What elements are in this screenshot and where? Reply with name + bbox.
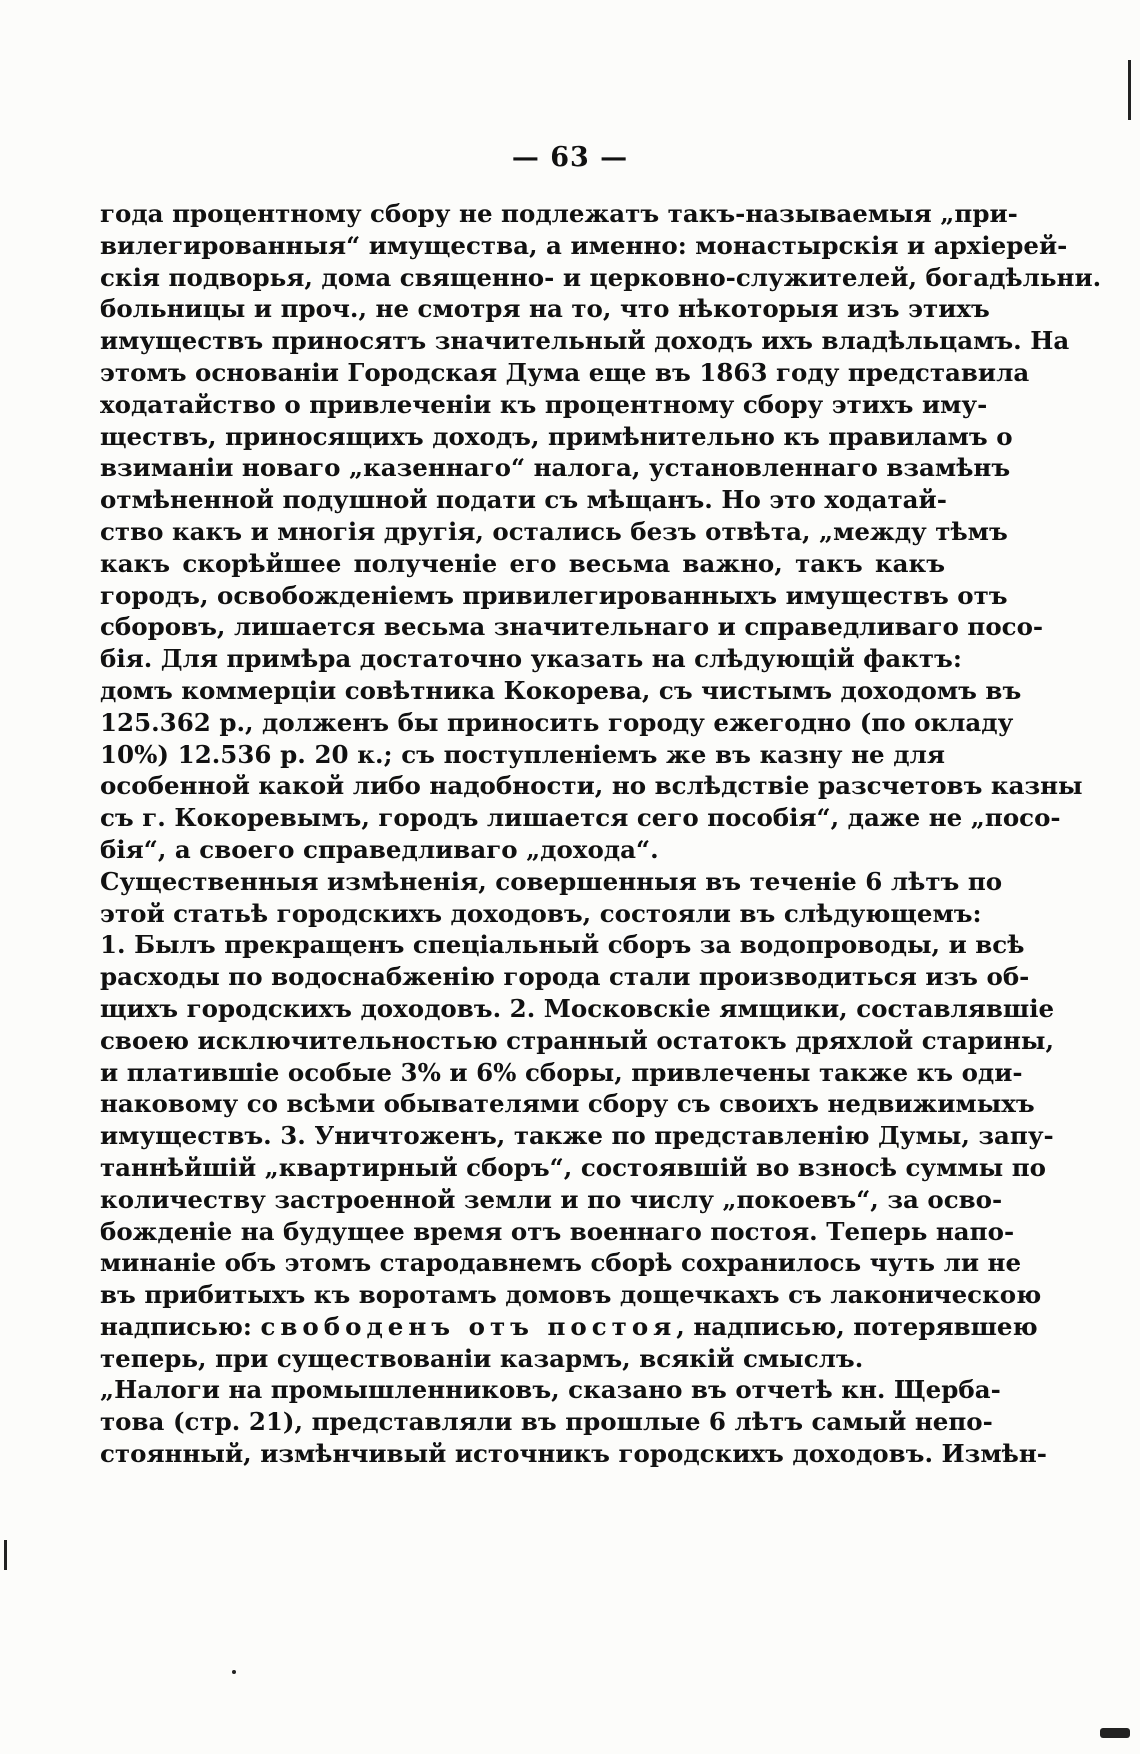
text-line: расходы по водоснабженію города стали производиться изъ об- — [100, 962, 1030, 992]
text-line: 1. Былъ прекращенъ спеціальный сборъ за водопроводы, и всѣ — [100, 930, 1025, 960]
inscription-tail: , надписью, потерявшею — [676, 1311, 1038, 1341]
text-line: таннѣйшій „квартирный сборъ“, состоявшій во взносѣ суммы по — [100, 1152, 1047, 1182]
scan-artifact — [1100, 1728, 1130, 1738]
text-line: божденіе на будущее время отъ военнаго постоя. Теперь напо- — [100, 1216, 1015, 1246]
text-line: имуществъ. 3. Уничтоженъ, также по представленію Думы, запу- — [100, 1121, 1054, 1151]
text-line: това (стр. 21), представляли въ прошлые 6 лѣтъ самый непо- — [100, 1407, 993, 1437]
scan-artifact — [4, 1540, 7, 1570]
text-line: минаніе объ этомъ стародавнемъ сборѣ сохранилось чуть ли не — [100, 1248, 1022, 1278]
body-text — [100, 198, 1102, 1470]
text-line: сборовъ, лишается весьма значительнаго и справедливаго посо- — [100, 612, 1044, 642]
inscription-text: свободенъ отъ постоя — [260, 1311, 677, 1341]
text-line: этой статьѣ городскихъ доходовъ, состояли въ слѣдующемъ: — [100, 898, 982, 928]
text-line: наковому со всѣми обывателями сбору съ своихъ недвижимыхъ — [100, 1089, 1035, 1119]
text-line: количеству застроенной земли и по числу „покоевъ“, за осво- — [100, 1184, 1003, 1214]
text-line: какъ скорѣйшее полученіе его весьма важно, такъ какъ — [100, 548, 945, 578]
text-line: взиманіи новаго „казеннаго“ налога, установленнаго взамѣнъ — [100, 453, 1011, 483]
text-line: своею исключительностью странный остатокъ дряхлой старины, — [100, 1025, 1054, 1055]
text-line: городъ, освобожденіемъ привилегированныхъ имуществъ отъ — [100, 580, 1008, 610]
page-number: — 63 — — [511, 142, 629, 173]
text-line: вилегированныя“ имущества, а именно: монастырскія и архіерей- — [100, 230, 1068, 260]
text-line: ходатайство о привлеченіи къ процентному сбору этихъ иму- — [100, 389, 988, 419]
text-line: и платившіе особые 3% и 6% сборы, привлечены также къ оди- — [100, 1057, 1023, 1087]
text-line: года процентному сбору не подлежатъ такъ-называемыя „при- — [100, 199, 1018, 228]
text-line: ство какъ и многія другія, остались безъ отвѣта, „между тѣмъ — [100, 516, 1008, 546]
text-line: этомъ основаніи Городская Дума еще въ 1863 году представила — [100, 357, 1030, 387]
scan-artifact — [232, 1670, 236, 1674]
text-line: домъ коммерціи совѣтника Кокорева, съ чистымъ доходомъ въ — [100, 675, 1022, 705]
text-line: съ г. Кокоревымъ, городъ лишается сего пособія“, даже не „посо- — [100, 803, 1061, 833]
text-line: отмѣненной подушной подати съ мѣщанъ. Но это ходатай- — [100, 485, 947, 515]
text-line: ществъ, приносящихъ доходъ, примѣнительно къ правиламъ о — [100, 421, 1013, 451]
text-line: 10%) 12.536 р. 20 к.; съ поступленіемъ же въ казну не для — [100, 739, 945, 769]
text-line: больницы и проч., не смотря на то, что нѣкоторыя изъ этихъ — [100, 294, 990, 324]
text-line: „Налоги на промышленниковъ, сказано въ отчетѣ кн. Щерба- — [100, 1375, 1001, 1405]
text-line-with-inscription — [100, 1311, 1038, 1343]
text-line: бія. Для примѣра достаточно указать на слѣдующій фактъ: — [100, 644, 962, 674]
text-line: щихъ городскихъ доходовъ. 2. Московскіе ямщики, составлявшіе — [100, 993, 1055, 1023]
text-line: бія“, а своего справедливаго „дохода“. — [100, 834, 659, 864]
text-line: скія подворья, дома священно- и церковно-служителей, богадѣльни. — [100, 262, 1102, 292]
text-line: особенной какой либо надобности, но вслѣдствіе разсчетовъ казны — [100, 771, 1083, 801]
scan-artifact — [1128, 60, 1131, 120]
inscription-intro: надписью: — [100, 1311, 252, 1341]
text-line: теперь, при существованіи казармъ, всякій смыслъ. — [100, 1343, 864, 1373]
text-line: 125.362 р., долженъ бы приносить городу ежегодно (по окладу — [100, 707, 1014, 737]
text-line: имуществъ приносятъ значительный доходъ ихъ владѣльцамъ. На — [100, 326, 1070, 356]
text-line: Существенныя измѣненія, совершенныя въ теченіе 6 лѣтъ по — [100, 866, 1003, 896]
text-line: въ прибитыхъ къ воротамъ домовъ дощечкахъ съ лаконическою — [100, 1280, 1042, 1310]
text-line: стоянный, измѣнчивый источникъ городскихъ доходовъ. Измѣн- — [100, 1439, 1047, 1469]
